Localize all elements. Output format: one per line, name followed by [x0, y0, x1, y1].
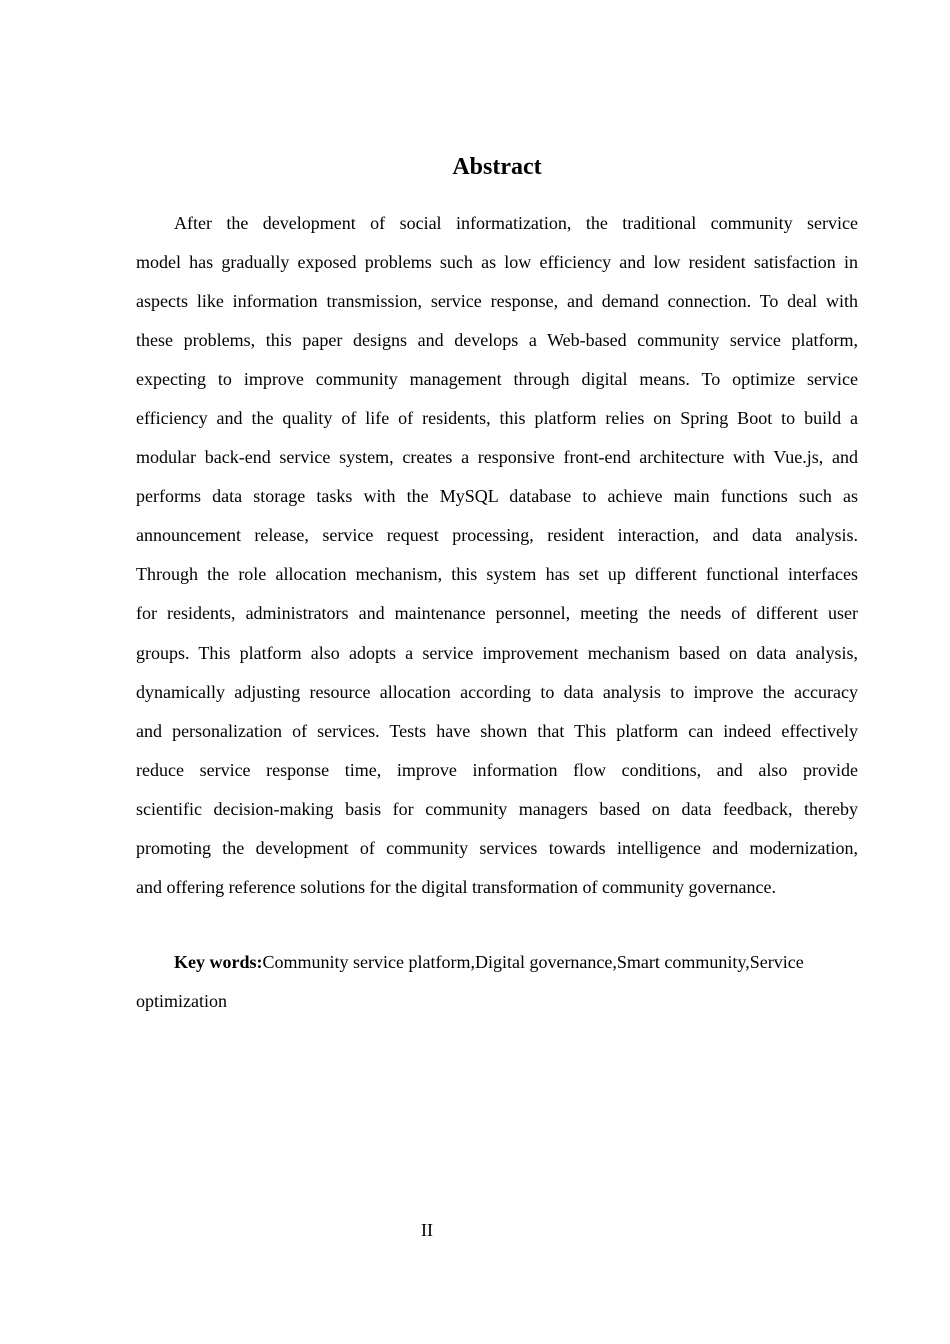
- abstract-line: performs data storage tasks with the MySQL database to achieve main functions such as: [136, 486, 858, 507]
- abstract-line: modular back-end service system, creates a responsive front-end architecture with Vue.js, and: [136, 447, 858, 468]
- keywords-line-2: optimization: [136, 990, 227, 1011]
- abstract-line: and personalization of services. Tests have shown that This platform can indeed effectively: [136, 720, 858, 741]
- abstract-line: announcement release, service request processing, resident interaction, and data analysis.: [136, 525, 858, 546]
- keywords-line-1: [136, 943, 858, 982]
- abstract-line: efficiency and the quality of life of residents, this platform relies on Spring Boot to build a: [136, 407, 858, 428]
- abstract-line: these problems, this paper designs and develops a Web-based community service platform,: [136, 329, 858, 350]
- abstract-line: reduce service response time, improve information flow conditions, and also provide: [136, 759, 858, 780]
- abstract-line: for residents, administrators and maintenance personnel, meeting the needs of different user: [136, 603, 858, 624]
- abstract-line: and offering reference solutions for the digital transformation of community governance.: [136, 877, 776, 898]
- abstract-line: dynamically adjusting resource allocation according to data analysis to improve the accuracy: [136, 681, 858, 702]
- keywords-label: Key words:: [174, 951, 263, 972]
- abstract-line: Through the role allocation mechanism, this system has set up different functional interfaces: [136, 564, 858, 585]
- keywords-text: Community service platform,Digital governance,Smart community,Service: [262, 951, 804, 972]
- abstract-line: aspects like information transmission, service response, and demand connection. To deal with: [136, 290, 858, 311]
- abstract-line: model has gradually exposed problems such as low efficiency and low resident satisfaction in: [136, 251, 858, 272]
- abstract-body: [136, 204, 858, 908]
- keywords-section: [136, 943, 858, 1021]
- abstract-line: promoting the development of community services towards intelligence and modernization,: [136, 838, 858, 858]
- abstract-line: scientific decision-making basis for community managers based on data feedback, thereby: [136, 798, 858, 819]
- abstract-line: expecting to improve community management through digital means. To optimize service: [136, 368, 858, 389]
- abstract-line: After the development of social informatization, the traditional community service: [174, 212, 858, 233]
- page-number: II: [421, 1220, 433, 1240]
- abstract-line: groups. This platform also adopts a service improvement mechanism based on data analysis,: [136, 642, 858, 663]
- page-title: Abstract: [452, 154, 542, 180]
